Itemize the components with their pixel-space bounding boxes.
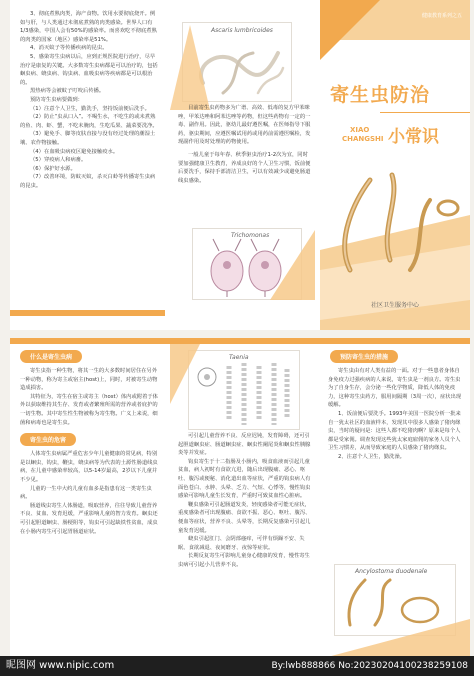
what-text xyxy=(10,367,165,427)
tip-paragraph: 黑热病等会被蚊子叮咬后传播。 xyxy=(30,88,105,95)
ascaris-label: Ascaris lumbricoides xyxy=(211,27,273,34)
harm-text xyxy=(10,450,165,536)
prevention-text xyxy=(20,10,159,190)
decor-triangle xyxy=(170,0,315,110)
taenia-label: Taenia xyxy=(229,354,249,361)
measures-paragraph: 寄生虫由有对人类有益的一面。对于一些患者身体自身免疫力过强疾病的人来说，寄生虫是一剂良方。寄生虫为了自身生存，会分泌一些化学物质，降低人体的免疫力，这种寄生虫药方，服用间隔期（3周一次），症状出现缓解。 xyxy=(328,368,462,409)
measures-paragraph: 2、注意个人卫生，勤洗澡。 xyxy=(338,453,405,460)
tip-paragraph: （7）改善环境，防蚊灭蚊，杀灭白蛉等传播寄生虫病的昆虫。 xyxy=(20,174,156,189)
series-label: 健康教育系列之五 xyxy=(421,13,462,19)
cover-panel xyxy=(320,0,470,330)
trichomonas-label: Trichomonas xyxy=(231,232,270,239)
harms-paragraph: 鞭虫感染可引起肠道发炎，轻度感染者可能无症状，重度感染者可出现腹痛、食欲不振、恶心、呕吐、腹泻、便血等症状，营养不良、头晕等，长期反复感染可引起儿童发育迟缓。 xyxy=(178,501,311,534)
section-title-what: 什么是寄生虫病 xyxy=(20,350,82,363)
cover-pinyin-1: XIAO xyxy=(350,126,370,134)
tip-paragraph: （4）在血吸虫病疫区避免接触疫水。 xyxy=(30,148,119,155)
tip-paragraph: 3、彻底煮熟肉类，海产食物。饮用水要彻底烧开。例如与肝，与人类通过未彻底煮熟的肉类感染。世界人口有1/3感染，中国人会有50%的感染率。而喜欢吃不彻底煮熟的肉类的国家（地区）感染率是51%。 xyxy=(20,11,157,43)
decor-triangle xyxy=(170,344,315,434)
accent-bar xyxy=(10,310,165,316)
cover-pinyin-2: CHANGSHI xyxy=(342,135,384,143)
measures-text xyxy=(320,367,470,462)
watermark-id: By:lwb888866 No:20230204100238259108 xyxy=(271,661,468,671)
divider xyxy=(380,112,470,113)
section-title-measures: 预防寄生虫的措施 xyxy=(330,350,398,363)
tip-paragraph: （3）避免手、脚等皮肤直接与没有经过处理的潮湿土壤、农作物接触。 xyxy=(20,131,156,146)
organization-name: 社区卫生服务中心 xyxy=(370,302,419,309)
panel-treatment xyxy=(170,0,315,330)
what-paragraph: 其特征为，寄生在宿主或寄主（host）体内或附着于体外以获取维持其生存、发育或者繁殖所需的营养或者庇护的一切生物。其中寄生性生物被称为寄生物。广义上来说，细菌和病毒也是寄生虫。 xyxy=(20,393,158,426)
brochure-outer-side xyxy=(10,0,470,330)
harms-text xyxy=(178,432,311,570)
worm-icon xyxy=(330,160,470,280)
harms-paragraph: 钩虫寄生于十二指肠及小肠内，吸食血液而引起儿童贫血，病人初时有食欲亢进，随后出现腹痛、恶心、呕吐、腹泻或便秘、消化道出血等症状，严重的钩虫病人有面色苍白、水肿、头晕、乏力、气短、心悸等，慢性钩虫感染可影响儿童生长发育，严重时可致贫血性心脏病。 xyxy=(178,458,311,500)
decor-triangle xyxy=(320,599,470,656)
panel-prevention-tips xyxy=(10,0,165,330)
treatment-text xyxy=(178,104,311,185)
cover-subtitle: 小常识 xyxy=(388,127,439,147)
panel-measures xyxy=(320,344,470,656)
tip-paragraph: （5）穿疫病人和病畜。 xyxy=(30,157,87,164)
brochure-inner-side xyxy=(10,338,470,656)
tip-paragraph: 5、感染寄生虫病以后，应到正规医院进行治疗，尽早治疗是康复的关键。大多数寄生虫病都是可以治疗的，包括蛔虫病、蛲虫病、钩虫病、血吸虫病等疾病都是可以根治的。 xyxy=(20,53,158,86)
treatment-paragraph: 一般儿童于每年春、秋季驱虫治疗1-2次为宜，同时要加强健康卫生教育，养成良好的个人卫生习惯，饭前便后要洗手，保持手部清洁卫生，可以有效减少或避免肠道线虫感染。 xyxy=(178,151,311,184)
harms-paragraph: 长期反复寄生可影响儿童身心健康的发育，慢性寄生虫病可引起小儿营养不良。 xyxy=(178,553,310,568)
section-title-harm: 寄生虫的危害 xyxy=(20,433,76,446)
tip-paragraph: 4、消灭蚊子等传播疾病的昆虫。 xyxy=(30,45,108,52)
harms-paragraph: 蛲虫引起肛门、会阴部瘙痒，可伴有烦躁不安、失眠、食欲减退、夜间磨牙、夜惊等症状。 xyxy=(178,536,305,551)
panel-what-is xyxy=(10,344,165,656)
measures-paragraph: 1、饭前便后要洗手。1993年美国一医院分析一批来自一犹太社区的血液样本，发现其中很多人感染了猪肉绦虫，当时的疑问是：这些人都不吃猪肉啊？原来是每个人都是受家佣。调查发现这些犹太家庭雇佣的家务人员个人卫生习惯差，从而导致家庭的人员感染了猪肉绦虫。 xyxy=(328,410,461,452)
tip-paragraph: （1）注意个人卫生，勤洗手，坚持饭前便后洗手。 xyxy=(30,105,150,112)
tip-paragraph: 预防寄生虫病要做到： xyxy=(30,96,83,103)
hookworm-label: Ancylostoma duodenale xyxy=(355,568,428,575)
harm-paragraph: 肠道线虫寄生人体肠道，吸取营养，往往导致儿童营养不良、贫血、发育迟缓，严重影响儿童的智力发育。蛔虫还可引起胆道蛔虫、肠梗阻等，钩虫可引起缺铁性贫血，成虫在小肠内寄生可引起胃肠道症状。 xyxy=(20,502,158,535)
treatment-paragraph: 目前寄生虫药物多为广谱、高效、低毒的复方甲苯咪唑，甲苯达唑和阿苯达唑等药物，但这些药物有一定的一毒、副作用。因此，驱幼儿最好遵医嘱，在医师指导下服药，驱虫期间，应遵医嘱试用药或用药前需遵医嘱检，发现副作用及时处理的药物使用。 xyxy=(178,105,311,146)
harm-paragraph: 人体寄生虫病属严重危害少年儿童健康的常见病，特别是以蛔虫，钩虫，鞭虫，蛲虫病等为代表的土源性肠道线虫病，在儿童中感染率较高，以5-14岁最高，2岁以下儿童并不少见。 xyxy=(20,451,158,483)
harm-paragraph: 儿童的一生中大约儿童有血多是指患有这一类寄生虫病。 xyxy=(20,485,152,501)
decor-triangle xyxy=(270,230,315,300)
what-paragraph: 寄生虫指一种生物，将其一生的大多数时间居住在另外一种动物，称为寄主或宿主(host)上，同时，对被寄生动物造成损害。 xyxy=(20,368,158,392)
harms-paragraph: 可引起儿童营养不良、反应迟钝，发育障碍，还可引起胆道蛔虫症、肠道蛔虫症、蛔虫性阑尾炎和蛔虫性胰腺炎等并发症。 xyxy=(178,433,311,457)
watermark-site: 昵图网 www.nipic.com xyxy=(6,660,115,671)
cover-title: 寄生虫防治 xyxy=(330,84,431,106)
panel-harms-detail xyxy=(170,344,315,656)
watermark-footer xyxy=(0,656,474,676)
tip-paragraph: （6）保护好水源。 xyxy=(30,165,76,172)
tip-paragraph: （2）防止“虫从口入”。不喝生水，不吃生的或未煮熟的鱼、肉、虾、蟹，不吃未腌肉，生吃瓜果、蔬菜要洗净。 xyxy=(20,114,158,129)
